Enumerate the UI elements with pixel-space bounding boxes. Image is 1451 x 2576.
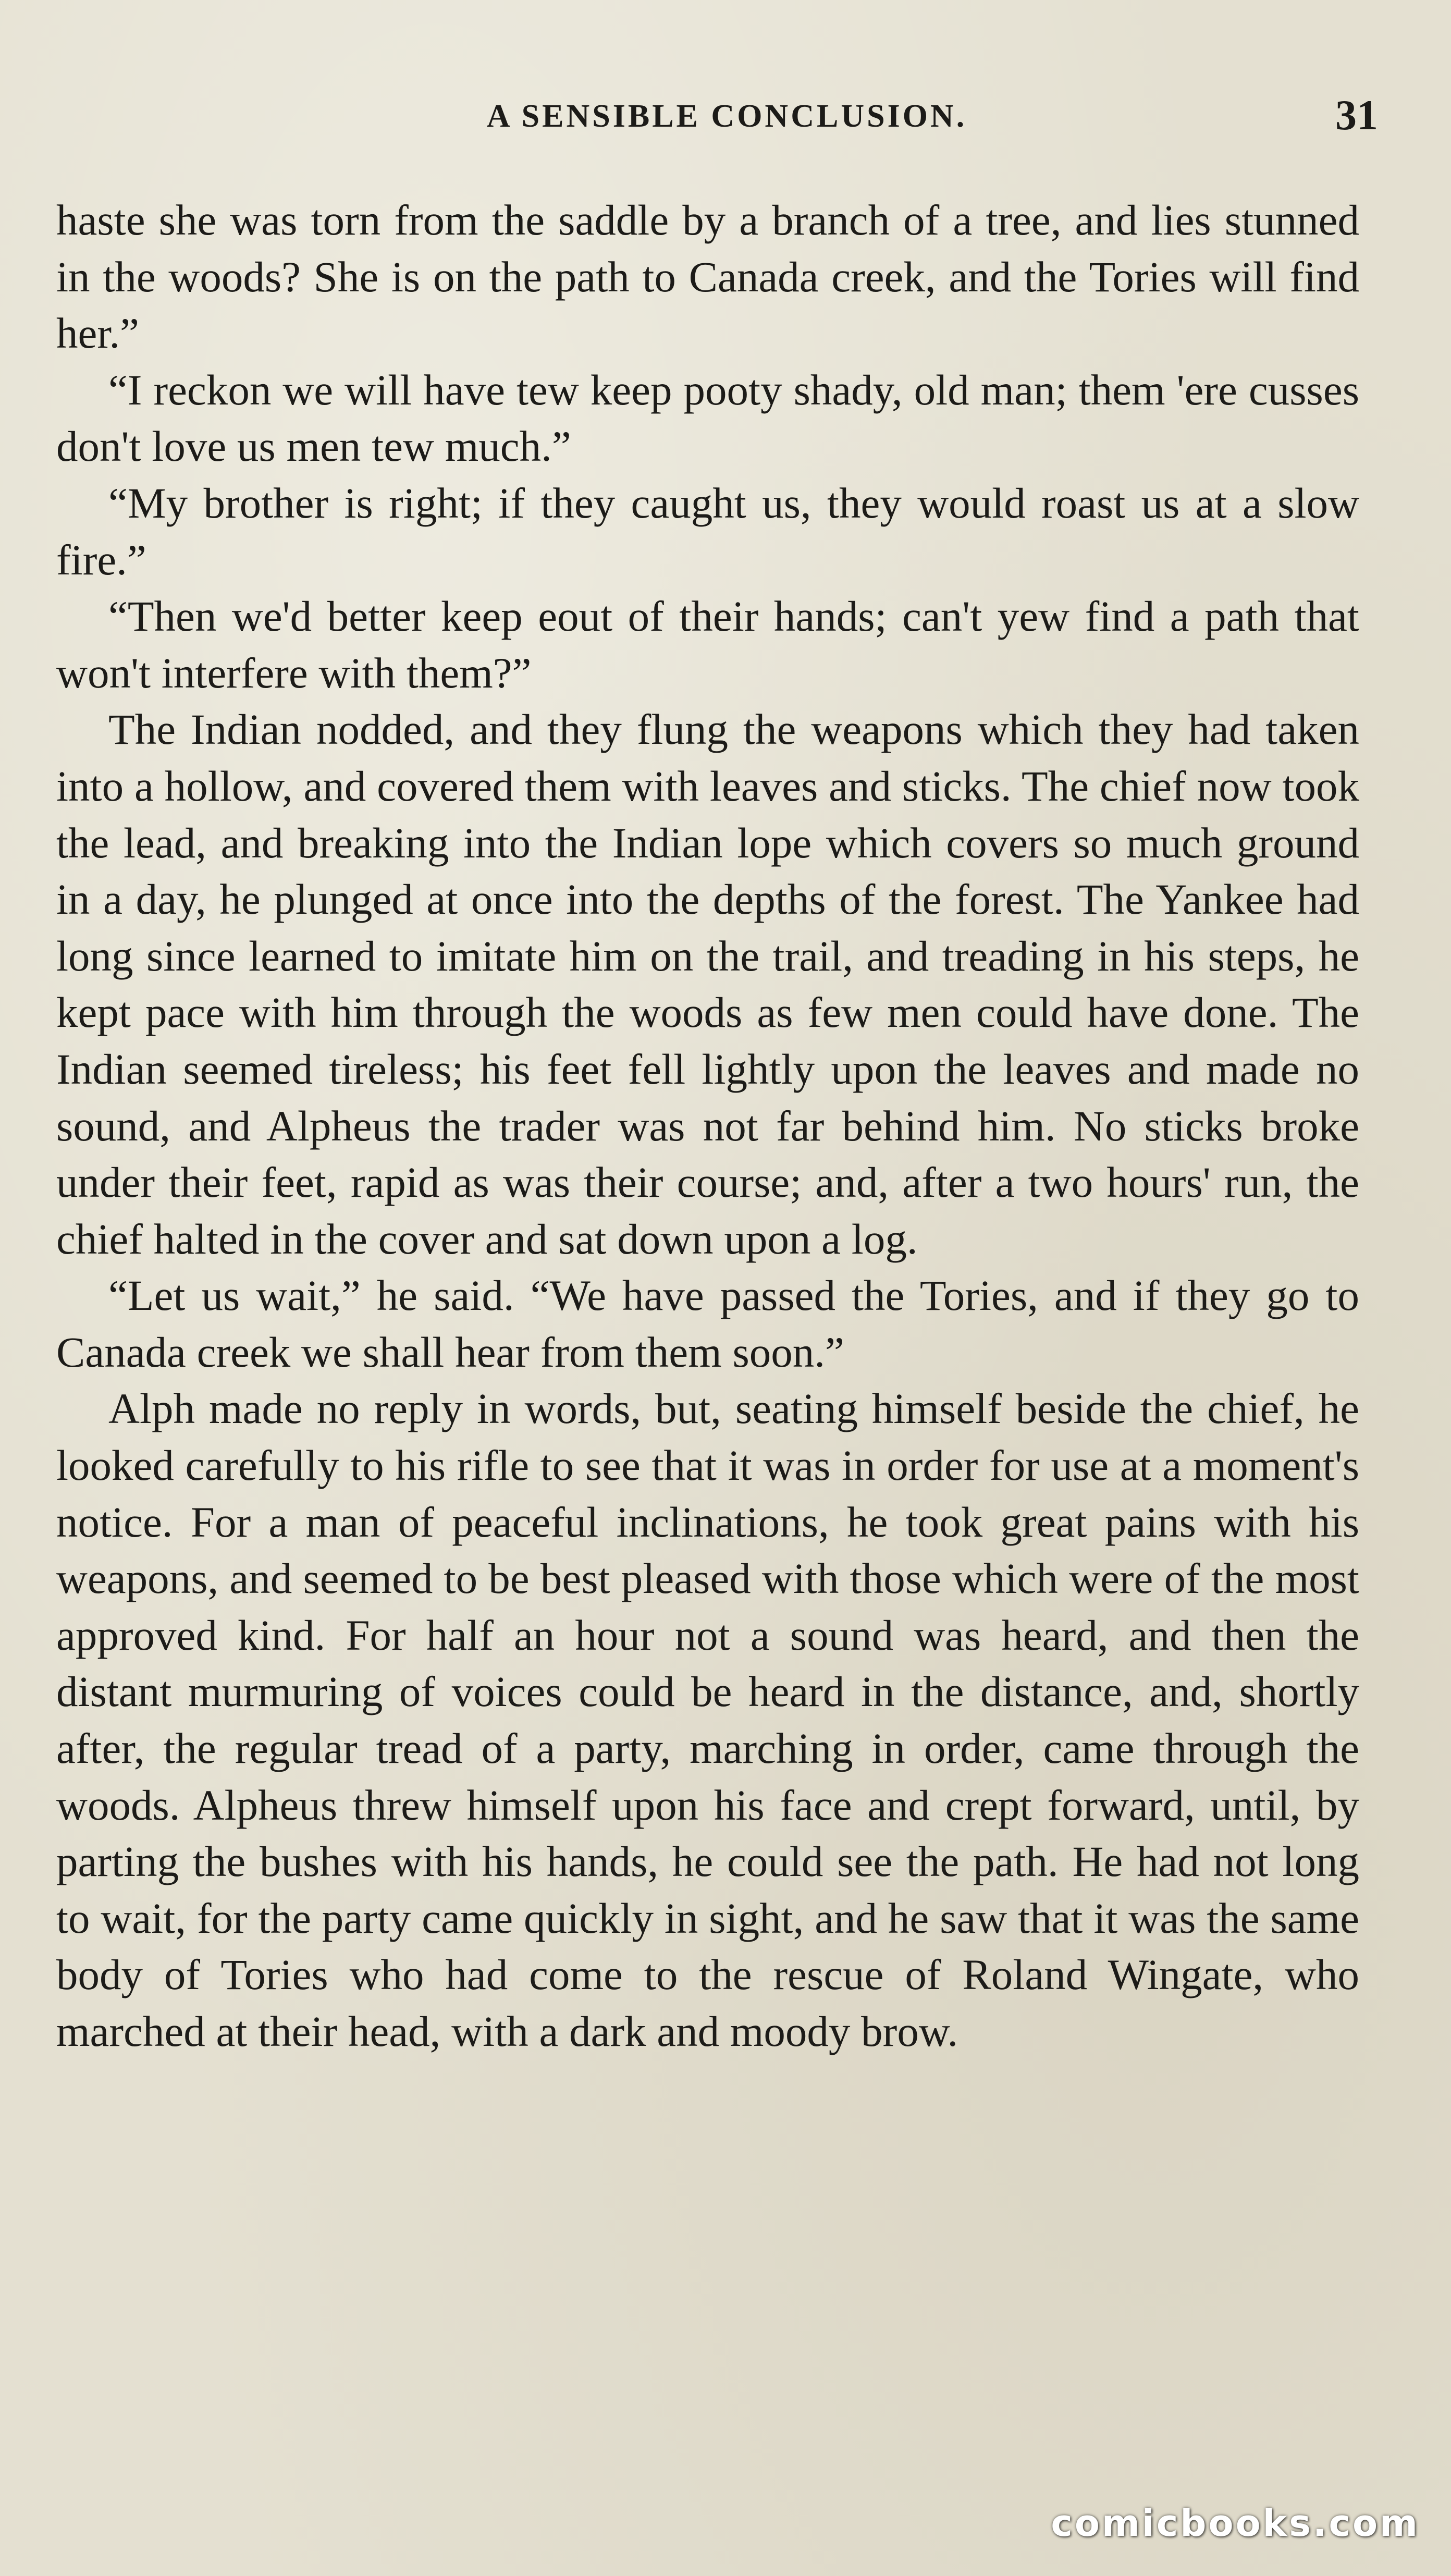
body-text: [56, 192, 1359, 2060]
page-number: 31: [1335, 91, 1378, 139]
paragraph: “I reckon we will have tew keep pooty shady, old man; them 'ere cusses don't love us men tew much.”: [56, 365, 1359, 471]
running-title: A SENSIBLE CONCLUSION.: [486, 99, 967, 134]
paragraph-continued: haste she was torn from the saddle by a branch of a tree, and lies stunned in the woods? She is on the path to Canada creek, and the Tories will find her.”: [56, 196, 1359, 358]
paragraph: “Let us wait,” he said. “We have passed the Tories, and if they go to Canada creek we shall hear from them soon.”: [56, 1271, 1359, 1376]
paragraph: The Indian nodded, and they flung the weapons which they had taken into a hollow, and covered them with leaves and sticks. The chief now took the lead, and breaking into the Indian lope which covers so much ground in a day, he plunged at once into the depths of the forest. The Yankee had long since learned to imitate him on the trail, and treading in his steps, he kept pace with him through the woods as few men could have done. The Indian seemed tireless; his feet fell lightly upon the leaves and made no sound, and Alpheus the trader was not far behind him. No sticks broke under their feet, rapid as was their course; and, after a two hours' run, the chief halted in the cover and sat down upon a log.: [56, 705, 1359, 1263]
paragraph: “Then we'd better keep eout of their hands; can't yew find a path that won't interfere with them?”: [56, 592, 1359, 697]
paragraph: Alph made no reply in words, but, seating himself beside the chief, he looked carefully to his rifle to see that it was in order for use at a moment's notice. For a man of peaceful inclinations, he took great pains with his weapons, and seemed to be best pleased with those which were of the most approved kind. For half an hour not a sound was heard, and then the distant murmuring of voices could be heard in the distance, and, shortly after, the regular tread of a party, marching in order, came through the woods. Alpheus threw himself upon his face and crept forward, until, by parting the bushes with his hands, he could see the path. He had not long to wait, for the party came quickly in sight, and he saw that it was the same body of Tories who had come to the rescue of Roland Wingate, who marched at their head, with a dark and moody brow.: [56, 1384, 1359, 2055]
paragraph: “My brother is right; if they caught us, they would roast us at a slow fire.”: [56, 479, 1359, 584]
watermark: comicbooks.com: [1051, 2502, 1420, 2545]
running-head: [55, 89, 1378, 141]
